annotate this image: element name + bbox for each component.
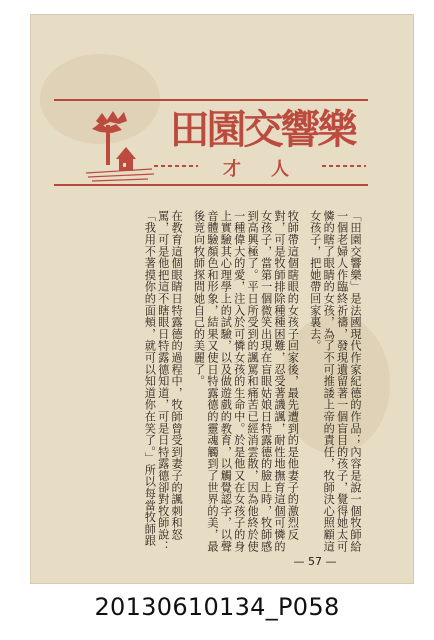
author-name: 才 人 <box>223 159 295 180</box>
body-paragraph: 「田園交響樂」是法國現代作家紀德的作品；內容是說一個牧師給一個老婦人作臨終祈禱，發現遺留著一個盲目的孩子，覺得她太可憐的瞎了眼睛的女孩，為了不可推諉上帝的責任，牧師決心照顧這女孩子，把她帶回家裏去。 <box>308 210 362 553</box>
author-dotted-rule-left <box>154 165 198 167</box>
landscape-illustration <box>82 99 162 198</box>
title-banner <box>54 99 368 198</box>
article-title: 田園交響樂 <box>169 106 355 153</box>
author-dotted-rule-right <box>322 165 366 167</box>
image-caption: 20130610134_P058 <box>94 593 340 621</box>
body-paragraph: 牧師帶這個瞎眼的女孩子回家後，最先遭到的是他妻子的激烈反對，可是牧師排除種種困難，忍受著譏諷，耐性地撫育這個可憐的女孩子，當第一個微笑出現在盲眼姑娘日特露德的臉上時，牧師感到高興極了。平日所受到的諷罵和痛苦已經消雲散，因為他終於使一種偉大的愛，注入於可憐女孩的生命中。於是他又在女孩子的身上實驗其心理學上的試驗，以及做遊戲的教育，以觸覺認字，以聲音體驗顏色和形象，結果又使日特露德的靈魂觸到了世界的美，最後竟向牧師探問她自己的美麗了。 <box>192 210 300 553</box>
page-number: — 57 — <box>293 555 337 568</box>
body-paragraph: 在教育這個眼睛日特露德的過程中，牧師曾受到妻子的諷刺和怒罵，可是他把這不瞎眼日特露德知道，可是日特露德卻對牧師說：「我用不著摸你的面頰，就可以知道你在笑了。」所以每當牧師跟 <box>143 210 184 553</box>
article-body <box>60 210 362 554</box>
